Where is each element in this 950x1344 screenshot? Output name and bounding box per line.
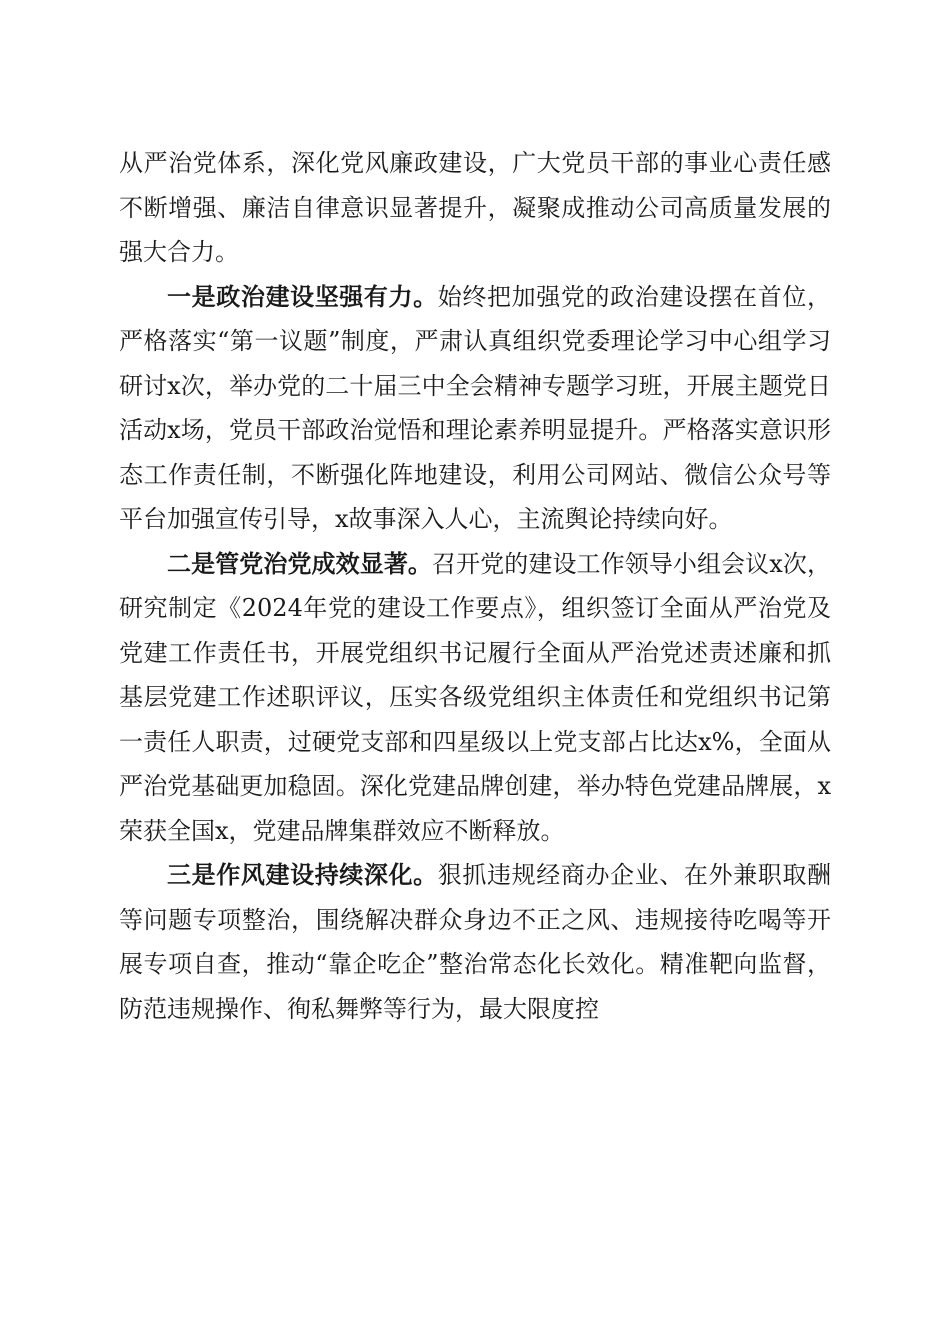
paragraph-text: 始终把加强党的政治建设摆在首位，严格落实“第一议题”制度，严肃认真组织党委理论学习中心组学习研讨x次，举办党的二十届三中全会精神专题学习班，开展主题党日活动x场，党员干部政治觉悟和理论素养明显提升。严格落实意识形态工作责任制，不断强化阵地建设，利用公司网站、微信公众号等平台加强宣传引导，x故事深入人心，主流舆论持续向好。 [119, 282, 832, 533]
paragraph-text: 狠抓违规经商办企业、在外兼职取酬等问题专项整治，围绕解决群众身边不正之风、违规接待吃喝等开展专项自查，推动“靠企吃企”整治常态化长效化。精准靶向监督，防范违规操作、徇私舞弊等行为，最大限度控 [119, 861, 832, 1023]
paragraph-work-style [119, 853, 831, 1031]
paragraph-heading: 二是管党治党成效显著。 [167, 548, 432, 578]
paragraph-party-governance [119, 542, 831, 854]
paragraph-political-building [119, 275, 831, 542]
paragraph-text: 召开党的建设工作领导小组会议x次，研究制定《2024年党的建设工作要点》，组织签订全面从严治党及党建工作责任书，开展党组织书记履行全面从严治党述责述廉和抓基层党建工作述职评议，压实各级党组织主体责任和党组织书记第一责任人职责，过硬党支部和四星级以上党支部占比达x%，全面从严治党基础更加稳固。深化党建品牌创建，举办特色党建品牌展，x荣获全国x，党建品牌集群效应不断释放。 [119, 549, 831, 845]
document-body [119, 141, 831, 1031]
paragraph-heading: 一是政治建设坚强有力。 [167, 281, 438, 311]
paragraph-text: 从严治党体系，深化党风廉政建设，广大党员干部的事业心责任感不断增强、廉洁自律意识显著提升，凝聚成推动公司高质量发展的强大合力。 [119, 149, 831, 266]
paragraph-continuation [119, 141, 831, 275]
paragraph-heading: 三是作风建设持续深化。 [167, 860, 438, 889]
